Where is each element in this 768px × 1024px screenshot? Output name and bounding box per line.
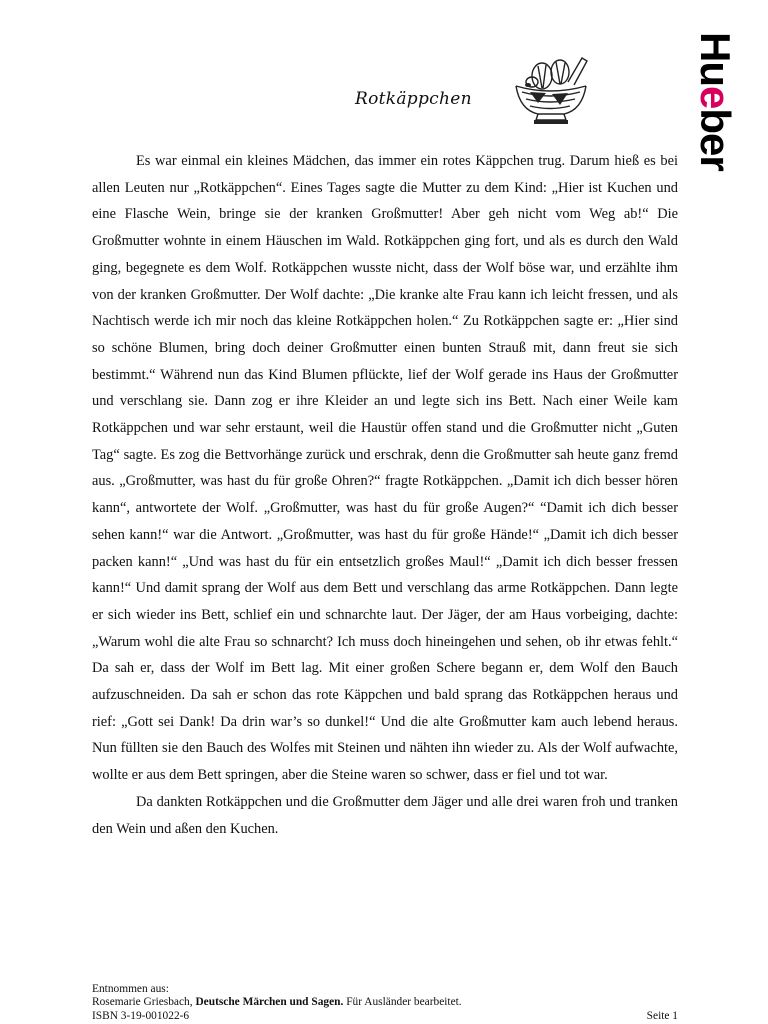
publisher-logo: [692, 26, 764, 176]
story-body: [92, 148, 678, 842]
source-label: Entnommen aus:: [92, 983, 169, 995]
story-paragraph: Es war einmal ein kleines Mädchen, das immer ein rotes Käppchen trug. Darum hieß es bei allen Leuten nur „Rotkäppchen“. Eines Tages sagte die Mutter zu dem Kind: „Hier ist Kuchen und eine Flasche Wein, bringe sie der kranken Großmutter! Aber geh nicht vom Weg ab!“ Die Großmutter wohnte in einem Häuschen im Wald. Rotkäppchen ging fort, und als es durch den Wald ging, begegnete es dem Wolf. Rotkäppchen wusste nicht, dass der Wolf böse war, und erzählte ihm von der kranken Großmutter. Der Wolf dachte: „Die kranke alte Frau kann ich leicht fressen, und als Nachtisch werde ich mir noch das kleine Rotkäppchen holen.“ Zu Rotkäppchen sagte er: „Hier sind so schöne Blumen, bring doch deiner Großmutter einen bunten Strauß mit, dann freut sie sich bestimmt.“ Während nun das Kind Blumen pflückte, lief der Wolf gerade ins Haus der Großmutter und verschlang sie. Dann zog er ihre Kleider an und legte sich ins Bett. Nach einer Weile kam Rotkäppchen und war sehr erstaunt, weil die Haustür offen stand und die Großmutter nicht „Guten Tag“ sagte. Es zog die Bettvorhänge zurück und erschrak, denn die Großmutter sah heute ganz fremd aus. „Großmutter, was hast du für große Ohren?“ fragte Rotkäppchen. „Damit ich dich besser hören kann“, antwortete der Wolf. „Großmutter, was hast du für große Augen?“ “Damit ich dich besser sehen kann!“ war die Antwort. „Großmutter, was hast du für große Hände!“ „Damit ich dich besser packen kann!“ „Und was hast du für ein entsetzlich großes Maul!“ „Damit ich dich besser fressen kann!“ Und damit sprang der Wolf aus dem Bett und verschlang das arme Rotkäppchen. Dann legte er sich wieder ins Bett, schlief ein und schnarchte laut. Der Jäger, der am Haus vorbeiging, dachte: „Warum wohl die alte Frau so schnarcht? Ich muss doch hineingehen und sehen, ob ihr etwas fehlt.“ Da sah er, dass der Wolf im Bett lag. Mit einer großen Schere begann er, dem Wolf den Bauch aufzuschneiden. Da sah er schon das rote Käppchen und bald sprang das Rotkäppchen heraus und rief: „Gott sei Dank! Da drin war’s so dunkel!“ Und die alte Großmutter kam auch lebend heraus. Nun füllten sie den Bauch des Wolfes mit Steinen und nähten ihn wieder zu. Als der Wolf aufwachte, wollte er aus dem Bett springen, aber die Steine waren so schwer, dass er fiel und tot war.: [92, 153, 678, 784]
source-citation: [92, 996, 678, 1009]
source-footer: [92, 983, 678, 1023]
page-title: Rotkäppchen: [355, 89, 472, 109]
source-edition-note: Für Ausländer bearbeitet.: [346, 996, 462, 1009]
publisher-logo-text: Hueber: [692, 32, 739, 171]
bowl-illustration: [508, 52, 592, 126]
source-book-title: Deutsche Märchen und Sagen.: [195, 996, 344, 1009]
page-number: Seite 1: [646, 1009, 678, 1022]
logo-accent-letter: e: [692, 86, 739, 109]
isbn: ISBN 3-19-001022-6: [92, 1009, 190, 1022]
story-paragraph: Da dankten Rotkäppchen und die Großmutter dem Jäger und alle drei waren froh und tranken den Wein und aßen den Kuchen.: [92, 793, 678, 837]
source-author: Rosemarie Griesbach,: [92, 996, 193, 1009]
